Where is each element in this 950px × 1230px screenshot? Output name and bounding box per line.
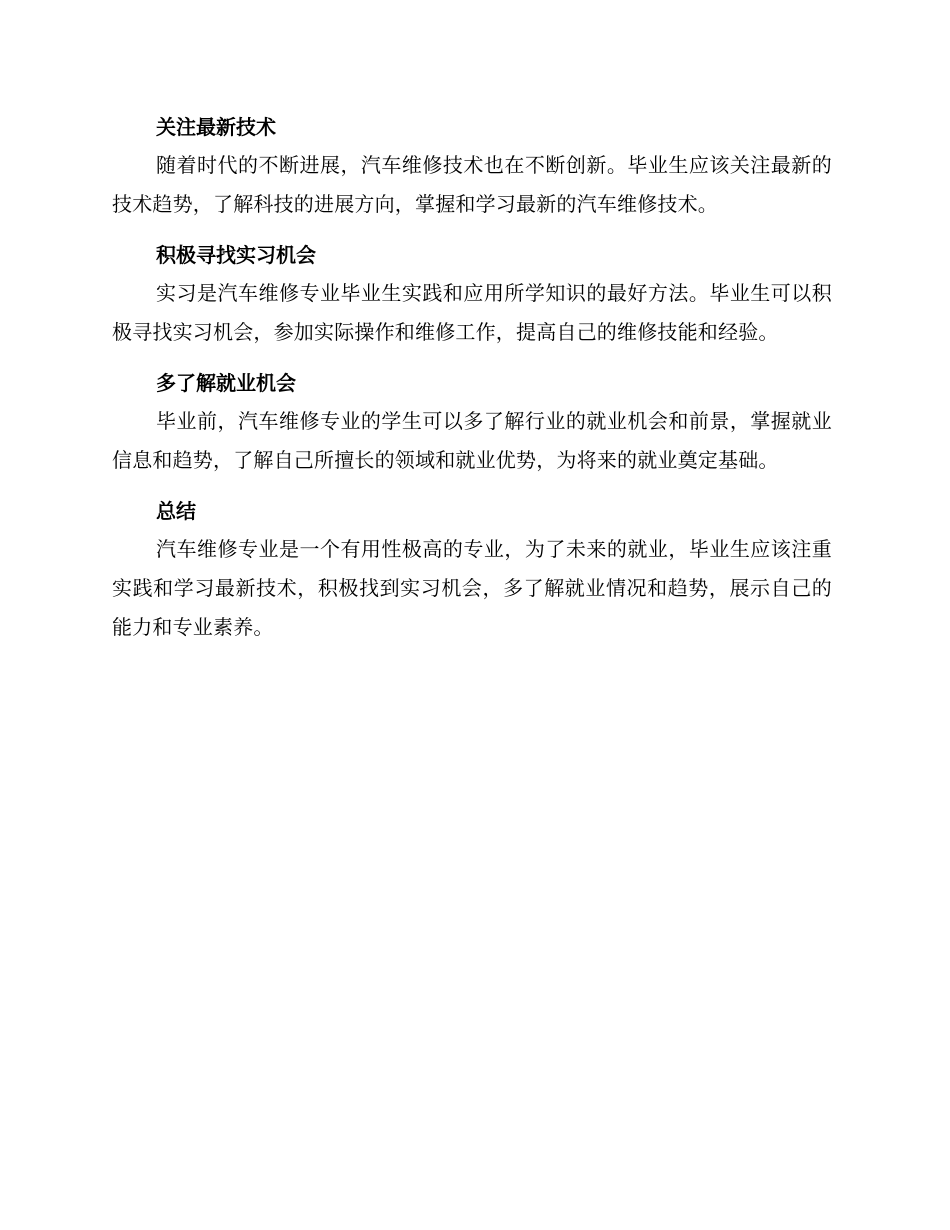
document-content	[112, 108, 832, 659]
section-heading: 关注最新技术	[156, 115, 276, 139]
section-heading: 积极寻找实习机会	[156, 243, 316, 267]
section-heading: 总结	[156, 499, 196, 523]
section-heading: 多了解就业机会	[156, 371, 296, 395]
section-paragraph: 实习是汽车维修专业毕业生实践和应用所学知识的最好方法。毕业生可以积极寻找实习机会，参加实际操作和维修工作，提高自己的维修技能和经验。	[112, 281, 832, 344]
section-employment	[112, 364, 832, 480]
section-summary	[112, 492, 832, 647]
section-paragraph: 毕业前，汽车维修专业的学生可以多了解行业的就业机会和前景，掌握就业信息和趋势，了解自己所擅长的领域和就业优势，为将来的就业奠定基础。	[112, 409, 832, 472]
section-paragraph: 汽车维修专业是一个有用性极高的专业，为了未来的就业，毕业生应该注重实践和学习最新技术，积极找到实习机会，多了解就业情况和趋势，展示自己的能力和专业素养。	[112, 537, 832, 639]
section-internship	[112, 236, 832, 352]
section-latest-tech	[112, 108, 832, 224]
section-paragraph: 随着时代的不断进展，汽车维修技术也在不断创新。毕业生应该关注最新的技术趋势，了解科技的进展方向，掌握和学习最新的汽车维修技术。	[112, 153, 832, 216]
